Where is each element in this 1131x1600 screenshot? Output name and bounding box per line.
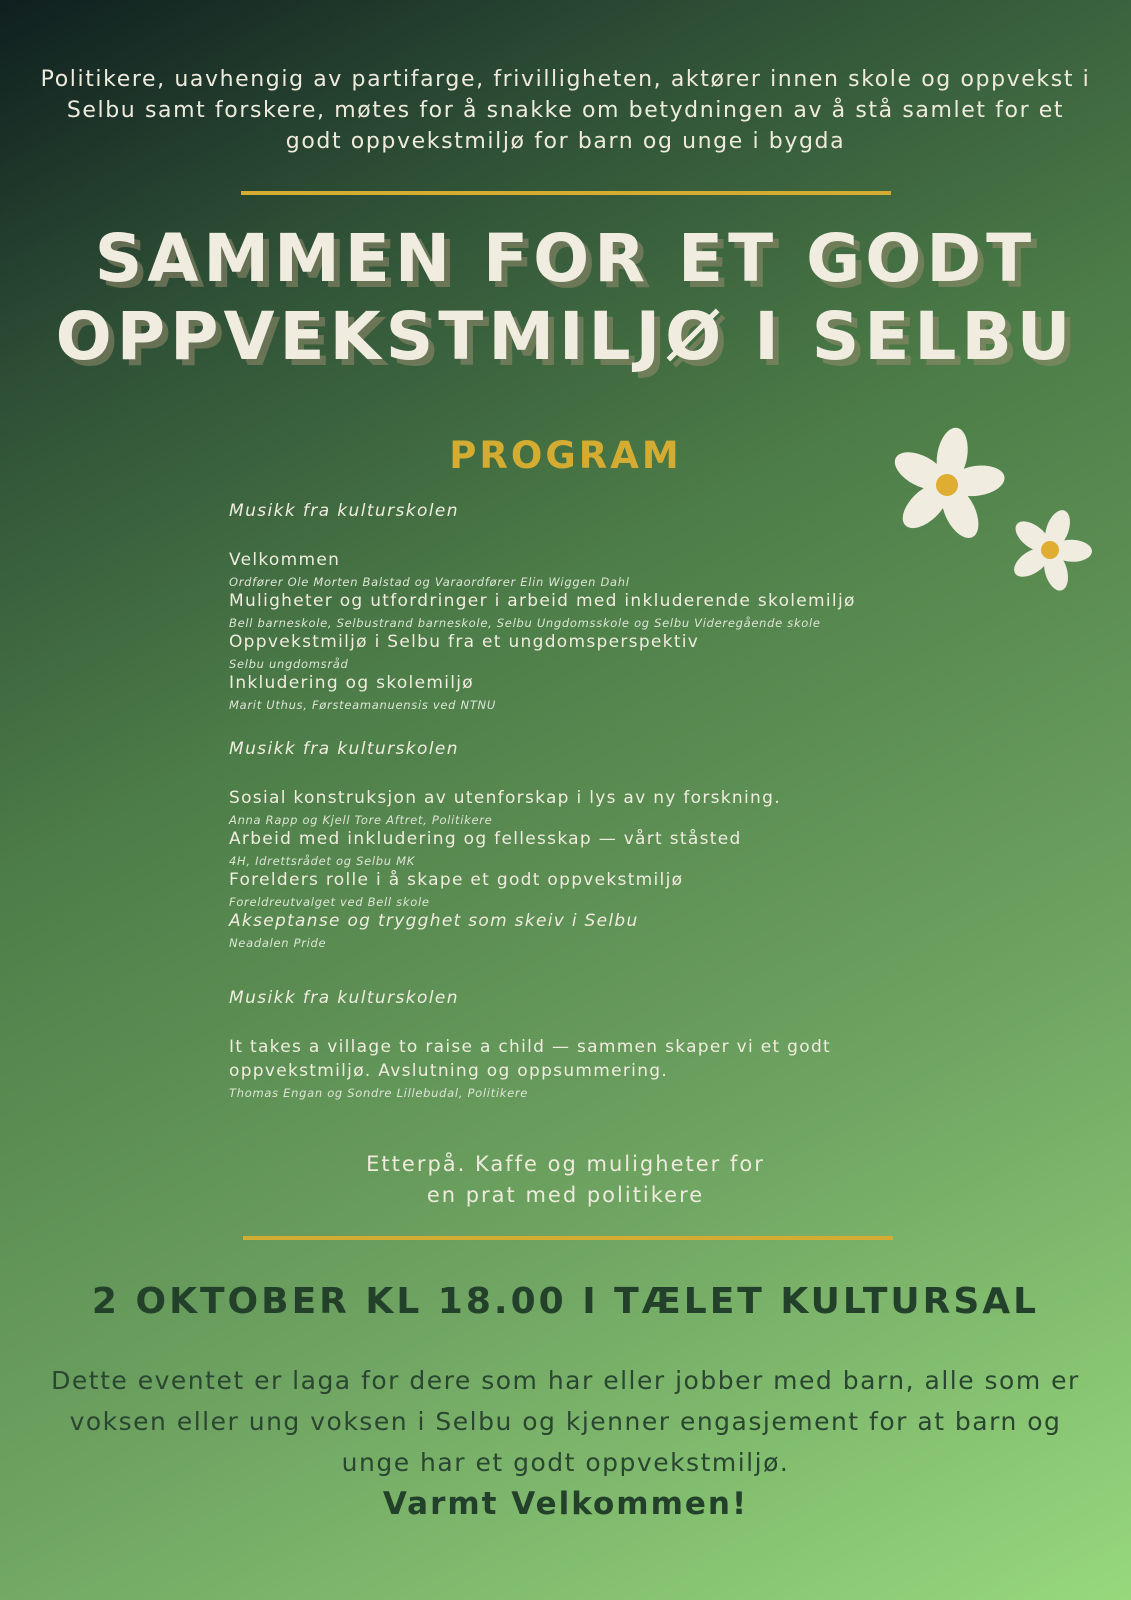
divider-bottom xyxy=(243,1236,893,1240)
program-item-title: Forelders rolle i å skape et godt oppvekstmiljø xyxy=(229,870,684,890)
program-item-speakers: Foreldreutvalget ved Bell skole xyxy=(229,895,430,909)
intro-text: Politikere, uavhengig av partifarge, frivilligheten, aktører innen skole og oppvekst i Selbu samt forskere, møtes for å snakke om betydningen av å stå samlet for et godt oppvekstmiljø for barn og unge i bygda xyxy=(40,67,1091,154)
program-item-speakers: 4H, Idrettsrådet og Selbu MK xyxy=(229,854,415,868)
daisy-flower-icon xyxy=(1000,506,1100,594)
daisy-flower-icon xyxy=(883,425,1011,545)
program-item-title: Akseptanse og trygghet som skeiv i Selbu xyxy=(229,911,639,931)
event-date-location: 2 OKTOBER KL 18.00 I TÆLET KULTURSAL xyxy=(91,1281,1040,1322)
program-item-speakers: Anna Rapp og Kjell Tore Aftret, Politikere xyxy=(229,813,493,827)
after-event-line-2: en prat med politikere xyxy=(426,1183,705,1207)
title-line-1: SAMMEN FOR ET GODT xyxy=(94,220,1037,297)
program-item-speakers: Selbu ungdomsråd xyxy=(229,657,349,671)
program-item-title: It takes a village to raise a child — sammen skaper vi et godt xyxy=(229,1037,832,1057)
program-item-speakers: Neadalen Pride xyxy=(229,936,327,950)
program-item-title: Velkommen xyxy=(229,550,341,570)
program-item-title: Arbeid med inkludering og fellesskap — vårt ståsted xyxy=(229,829,742,849)
program-item-speakers: Bell barneskole, Selbustrand barneskole, Selbu Ungdomsskole og Selbu Videregående skole xyxy=(229,616,821,630)
program-item-speakers: Ordfører Ole Morten Balstad og Varaordfører Elin Wiggen Dahl xyxy=(229,575,630,589)
after-event-line-1: Etterpå. Kaffe og muligheter for xyxy=(366,1152,765,1176)
music-interlude: Musikk fra kulturskolen xyxy=(229,739,459,759)
music-interlude: Musikk fra kulturskolen xyxy=(229,988,459,1008)
music-interlude: Musikk fra kulturskolen xyxy=(229,501,459,521)
program-heading: PROGRAM xyxy=(449,434,682,477)
program-item-title-continued: oppvekstmiljø. Avslutning og oppsummering. xyxy=(229,1061,669,1081)
program-item-title: Oppvekstmiljø i Selbu fra et ungdomsperspektiv xyxy=(229,632,700,652)
program-item-speakers: Thomas Engan og Sondre Lillebudal, Politikere xyxy=(229,1086,529,1100)
program-item-title: Sosial konstruksjon av utenforskap i lys av ny forskning. xyxy=(229,788,781,808)
title-line-2: OPPVEKSTMILJØ I SELBU xyxy=(55,298,1076,375)
program-item-title: Muligheter og utfordringer i arbeid med inkluderende skolemiljø xyxy=(229,591,856,611)
invitation-text: Dette eventet er laga for dere som har eller jobber med barn, alle som er voksen eller ung voksen i Selbu og kjenner engasjement for at barn og unge har et godt oppvekstmiljø. xyxy=(51,1366,1080,1477)
after-event-note xyxy=(0,1149,1131,1211)
program-item-speakers: Marit Uthus, Førsteamanuensis ved NTNU xyxy=(229,698,496,712)
program-item-title: Inkludering og skolemiljø xyxy=(229,673,474,693)
welcome-text: Varmt Velkommen! xyxy=(382,1486,749,1522)
divider-top xyxy=(241,191,891,195)
